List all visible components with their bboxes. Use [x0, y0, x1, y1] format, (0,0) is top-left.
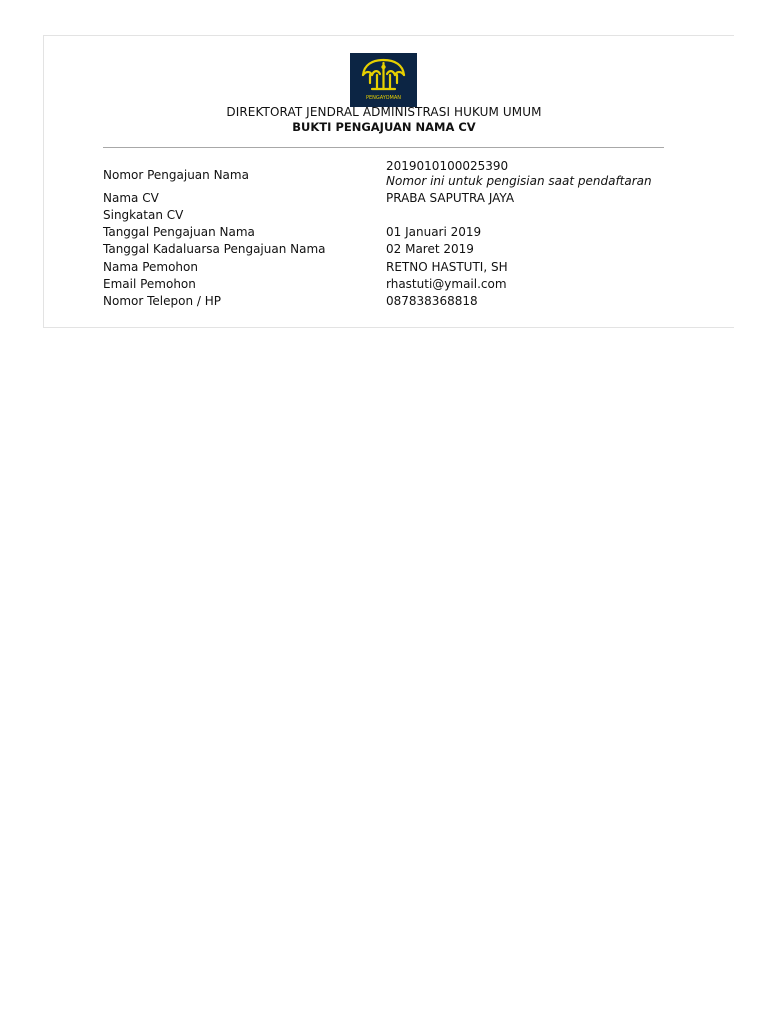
field-value-email-pemohon: rhastuti@ymail.com [386, 277, 507, 291]
field-label-tanggal-pengajuan: Tanggal Pengajuan Nama [103, 225, 255, 239]
field-label-nama-pemohon: Nama Pemohon [103, 260, 198, 274]
divider [103, 147, 664, 148]
pengayoman-logo [350, 53, 417, 107]
field-label-nomor-telepon: Nomor Telepon / HP [103, 294, 221, 308]
field-label-nomor-pengajuan: Nomor Pengajuan Nama [103, 168, 249, 182]
field-label-tanggal-kadaluarsa: Tanggal Kadaluarsa Pengajuan Nama [103, 242, 326, 256]
field-value-nama-cv: PRABA SAPUTRA JAYA [386, 191, 515, 205]
field-value-tanggal-pengajuan: 01 Januari 2019 [386, 225, 482, 239]
document-title: BUKTI PENGAJUAN NAMA CV [292, 120, 476, 134]
field-label-email-pemohon: Email Pemohon [103, 277, 196, 291]
field-label-singkatan-cv: Singkatan CV [103, 208, 184, 222]
field-value-nomor-telepon: 087838368818 [386, 294, 478, 308]
field-value-nomor-pengajuan: 2019010100025390 [386, 159, 509, 173]
field-label-nama-cv: Nama CV [103, 191, 159, 205]
field-value-nama-pemohon: RETNO HASTUTI, SH [386, 260, 508, 274]
organization-name: DIREKTORAT JENDRAL ADMINISTRASI HUKUM UMUM [226, 105, 542, 119]
field-value-tanggal-kadaluarsa: 02 Maret 2019 [386, 242, 474, 256]
field-note-nomor-pengajuan: Nomor ini untuk pengisian saat pendaftaran [386, 174, 652, 188]
logo-text: PENGAYOMAN [365, 95, 402, 101]
